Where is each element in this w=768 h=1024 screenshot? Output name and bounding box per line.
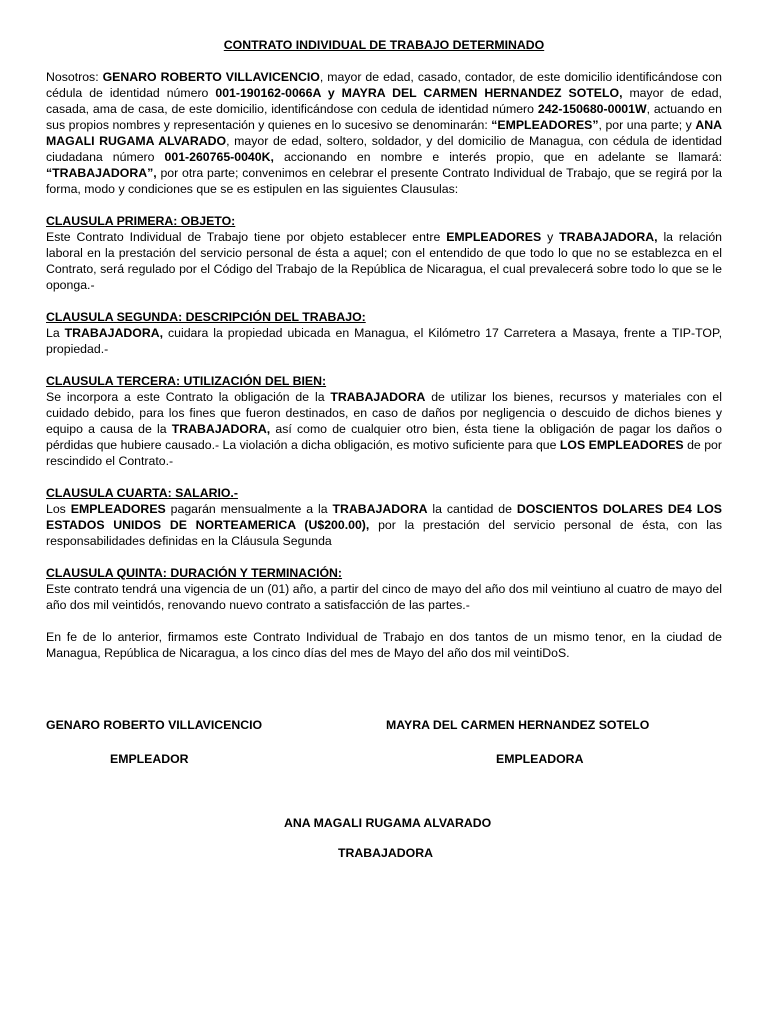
clause-tercera: [46, 373, 722, 469]
clause-body: [46, 229, 722, 293]
text-run: por otra parte; convenimos en celebrar el presente Contrato Individual de Trabajo, que se regirá por la forma, modo y condiciones que se es estipulen en las siguientes Clausulas:: [46, 166, 722, 196]
clause-segunda: [46, 309, 722, 357]
clause-heading: CLAUSULA PRIMERA: OBJETO:: [46, 214, 236, 228]
text-run: la cantidad de: [427, 502, 517, 516]
text-run: la relación laboral en la prestación del servicio personal de ésta a aquel; con el entendido de que todo lo que no se establezca en el Contrato, será regulado por el Código del Trabajo de la República de Nicaragua, el cual prevalecerá sobre todo lo que se le oponga.-: [46, 230, 722, 292]
bold-text-run: ANA MAGALI RUGAMA ALVARADO: [46, 118, 722, 148]
bold-text-run: LOS EMPLEADORES: [559, 438, 684, 452]
employer1-role: EMPLEADOR: [110, 752, 189, 766]
text-run: mayor de edad, casada, ama de casa, de este domicilio, identificándose con cedula de identidad número: [46, 86, 722, 116]
clause-body: [46, 325, 722, 357]
text-run: de por rescindido el Contrato.-: [46, 438, 722, 468]
clause-body: [46, 501, 722, 549]
text-run: cuidara la propiedad ubicada en Managua, el Kilómetro 17 Carretera a Masaya, frente a TIP-TOP, propiedad.-: [46, 326, 722, 356]
employer1-name: GENARO ROBERTO VILLAVICENCIO: [46, 718, 263, 732]
text-run: La: [46, 326, 65, 340]
bold-text-run: “TRABAJADORA”,: [46, 166, 157, 180]
signature-block: [46, 718, 722, 862]
clause-heading: CLAUSULA CUARTA: SALARIO.-: [46, 486, 238, 500]
bold-text-run: 242-150680-0001W: [537, 102, 647, 116]
clause-heading: CLAUSULA TERCERA: UTILIZACIÓN DEL BIEN:: [46, 374, 327, 388]
bold-text-run: 001-190162-0066A y MAYRA DEL CARMEN HERNANDEZ SOTELO,: [215, 86, 623, 100]
document-title: CONTRATO INDIVIDUAL DE TRABAJO DETERMINADO: [223, 38, 545, 52]
clause-body: [46, 389, 722, 469]
text-run: Los: [46, 502, 71, 516]
worker-role: TRABAJADORA: [338, 846, 433, 860]
clause-body: [46, 581, 722, 613]
text-run: accionando en nombre e interés propio, que en adelante se llamará:: [273, 150, 722, 164]
bold-text-run: GENARO ROBERTO VILLAVICENCIO: [102, 70, 320, 84]
text-run: Este contrato tendrá una vigencia de un (01) año, a partir del cinco de mayo del año dos mil veintiuno al cuatro de mayo del año dos mil veintidós, renovando nuevo contrato a satisfacción de las partes.-: [46, 582, 722, 612]
text-run: Se incorpora a este Contrato la obligación de la: [46, 390, 331, 404]
bold-text-run: TRABAJADORA: [330, 390, 426, 404]
bold-text-run: “EMPLEADORES”: [491, 118, 599, 132]
clause-primera: [46, 213, 722, 293]
text-run: así como de cualquier otro bien, ésta tiene la obligación de pagar los daños o pérdidas que hubiere causado.- La violación a dicha obligación, es motivo suficiente para que: [46, 422, 722, 452]
clauses-list: [46, 213, 722, 613]
text-run: y: [541, 230, 560, 244]
text-run: , mayor de edad, soltero, soldador, y del domicilio de Managua, con cédula de identidad ciudadana número: [46, 134, 722, 164]
bold-text-run: TRABAJADORA,: [64, 326, 164, 340]
text-run: pagarán mensualmente a la: [165, 502, 333, 516]
bold-text-run: EMPLEADORES: [70, 502, 166, 516]
bold-text-run: 001-260765-0040K,: [164, 150, 274, 164]
bold-text-run: DOSCIENTOS DOLARES DE4 LOS ESTADOS UNIDOS DE NORTEAMERICA (U$200.00),: [46, 502, 722, 532]
clause-cuarta: [46, 485, 722, 549]
clause-heading: CLAUSULA QUINTA: DURACIÓN Y TERMINACIÓN:: [46, 566, 343, 580]
contract-document: [46, 37, 722, 677]
clause-heading: CLAUSULA SEGUNDA: DESCRIPCIÓN DEL TRABAJO:: [46, 310, 366, 324]
text-run: , actuando en sus propios nombres y representación y quienes en lo sucesivo se denominarán:: [46, 102, 722, 132]
text-run: Este Contrato Individual de Trabajo tiene por objeto establecer entre: [46, 230, 447, 244]
closing-paragraph: En fe de lo anterior, firmamos este Contrato Individual de Trabajo en dos tantos de un mismo tenor, en la ciudad de Managua, República de Nicaragua, a los cinco días del mes de Mayo del año dos mil veintiDoS.: [46, 630, 722, 660]
bold-text-run: TRABAJADORA: [332, 502, 428, 516]
worker-name: ANA MAGALI RUGAMA ALVARADO: [284, 816, 492, 830]
bold-text-run: EMPLEADORES: [446, 230, 542, 244]
employer2-name: MAYRA DEL CARMEN HERNANDEZ SOTELO: [386, 718, 650, 732]
text-run: por la prestación del servicio personal de ésta, con las responsabilidades definidas en la Cláusula Segunda: [46, 518, 722, 548]
text-run: , mayor de edad, casado, contador, de este domicilio identificándose con cédula de identidad número: [46, 70, 722, 100]
intro-paragraph: [46, 69, 722, 197]
text-run: Nosotros:: [46, 70, 103, 84]
employer2-role: EMPLEADORA: [496, 752, 584, 766]
bold-text-run: TRABAJADORA,: [171, 422, 271, 436]
text-run: , por una parte; y: [598, 118, 696, 132]
clause-quinta: [46, 565, 722, 613]
bold-text-run: TRABAJADORA,: [559, 230, 658, 244]
text-run: de utilizar los bienes, recursos y materiales con el cuidado debido, para los fines que fueron destinados, en caso de daños por negligencia o descuido de dichos bienes y equipo a causa de la: [46, 390, 722, 436]
